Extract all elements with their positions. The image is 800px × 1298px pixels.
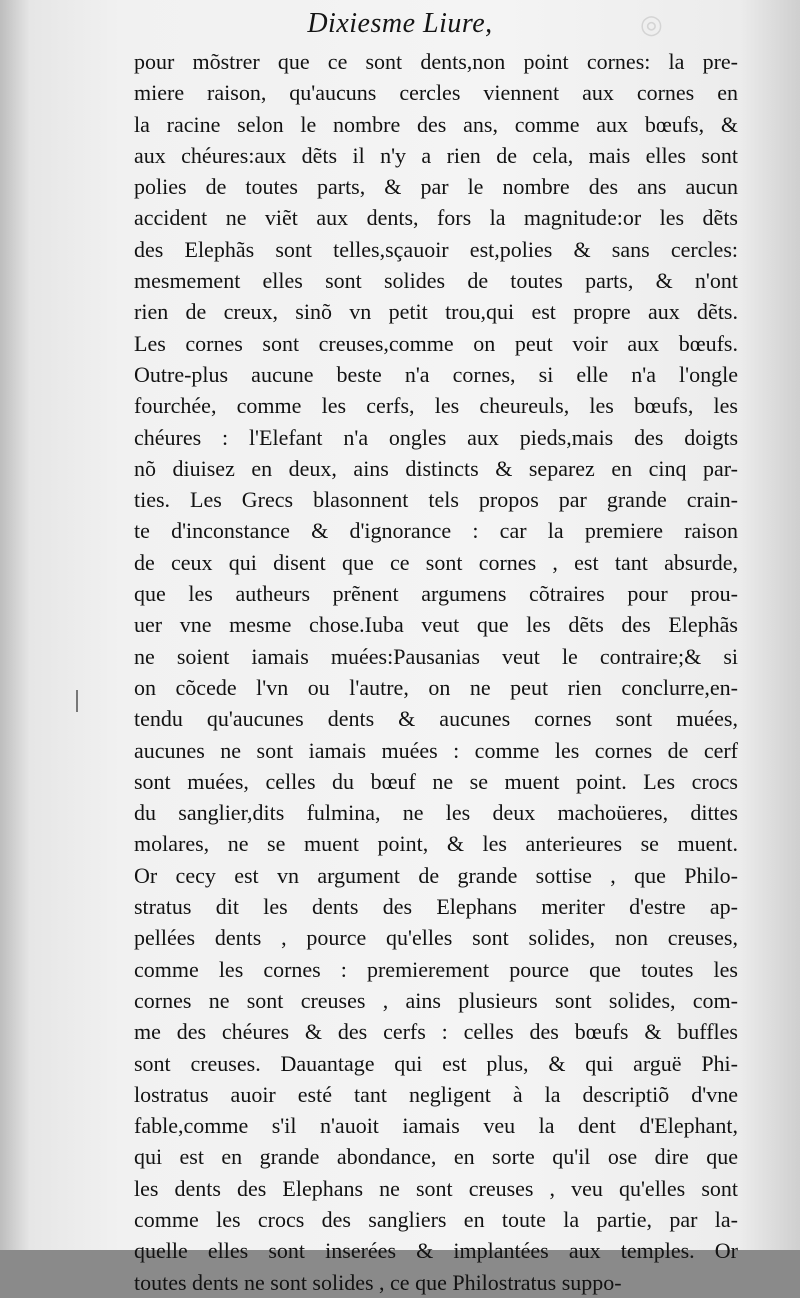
text-line: on cõcede l'vn ou l'autre, on ne peut rien conclurre,en- [134, 674, 738, 700]
text-line: sont muées, celles du bœuf ne se muent point. Les crocs [134, 768, 738, 794]
text-line: du sanglier,dits fulmina, ne les deux machoüeres, dittes [134, 800, 738, 826]
text-line: uer vne mesme chose.Iuba veut que les dẽts des Elephãs [134, 612, 738, 638]
text-line: pellées dents , pource qu'elles sont solides, non creuses, [134, 925, 738, 951]
text-line: la racine selon le nombre des ans, comme aux bœufs, & [134, 111, 738, 137]
text-line: accident ne viẽt aux dents, fors la magnitude:or les dẽts [134, 205, 738, 231]
text-line: que les autheurs prẽnent argumens cõtraires pour prou- [134, 581, 738, 607]
text-line: Les cornes sont creuses,comme on peut voir aux bœufs. [134, 330, 738, 356]
text-line: miere raison, qu'aucuns cercles viennent aux cornes en [134, 80, 738, 106]
text-line: stratus dit les dents des Elephans meriter d'estre ap- [134, 894, 738, 920]
text-line: fable,comme s'il n'auoit iamais veu la dent d'Elephant, [134, 1113, 738, 1139]
text-line: te d'inconstance & d'ignorance : car la premiere raison [134, 518, 738, 544]
body-text [134, 46, 738, 1298]
text-line: fourchée, comme les cerfs, les cheureuls, les bœufs, les [134, 393, 738, 419]
text-line: toutes dents ne sont solides , ce que Philostratus suppo- [134, 1269, 622, 1295]
margin-mark [76, 690, 78, 712]
bleed-through-mark: ◎ [640, 10, 663, 40]
text-line: sont creuses. Dauantage qui est plus, & qui arguë Phi- [134, 1050, 738, 1076]
text-line: comme les cornes : premierement pource que toutes les [134, 956, 738, 982]
text-line: lostratus auoir esté tant negligent à la descriptiõ d'vne [134, 1081, 738, 1107]
text-line: chéures : l'Elefant n'a ongles aux pieds,mais des doigts [134, 424, 738, 450]
text-line: ties. Les Grecs blasonnent tels propos par grande crain- [134, 487, 738, 513]
text-line: me des chéures & des cerfs : celles des bœufs & buffles [134, 1019, 738, 1045]
text-line: molares, ne se muent point, & les anterieures se muent. [134, 831, 738, 857]
text-line: comme les crocs des sangliers en toute la partie, par la- [134, 1206, 738, 1232]
text-line: de ceux qui disent que ce sont cornes , est tant absurde, [134, 549, 738, 575]
text-line: des Elephãs sont telles,sçauoir est,polies & sans cercles: [134, 236, 738, 262]
text-line: les dents des Elephans ne sont creuses , veu qu'elles sont [134, 1175, 738, 1201]
text-line: quelle elles sont inserées & implantées aux temples. Or [134, 1238, 738, 1264]
text-line: mesmement elles sont solides de toutes parts, & n'ont [134, 268, 738, 294]
text-line: aux chéures:aux dẽts il n'y a rien de cela, mais elles sont [134, 142, 738, 168]
text-line: polies de toutes parts, & par le nombre des ans aucun [134, 174, 738, 200]
text-line: cornes ne sont creuses , ains plusieurs sont solides, com- [134, 987, 738, 1013]
text-line: pour mõstrer que ce sont dents,non point cornes: la pre- [134, 49, 738, 74]
text-line: tendu qu'aucunes dents & aucunes cornes sont muées, [134, 706, 738, 732]
text-line: Outre-plus aucune beste n'a cornes, si elle n'a l'ongle [134, 361, 738, 387]
text-line: Or cecy est vn argument de grande sottise , que Philo- [134, 862, 738, 888]
text-line: ne soient iamais muées:Pausanias veut le contraire;& si [134, 643, 738, 669]
text-line: rien de creux, sinõ vn petit trou,qui est propre aux dẽts. [134, 299, 738, 325]
text-line: nõ diuisez en deux, ains distincts & separez en cinq par- [134, 455, 738, 481]
running-head: Dixiesme Liure, [307, 8, 493, 39]
text-line: aucunes ne sont iamais muées : comme les cornes de cerf [134, 737, 738, 763]
text-line: qui est en grande abondance, en sorte qu'il ose dire que [134, 1144, 738, 1170]
